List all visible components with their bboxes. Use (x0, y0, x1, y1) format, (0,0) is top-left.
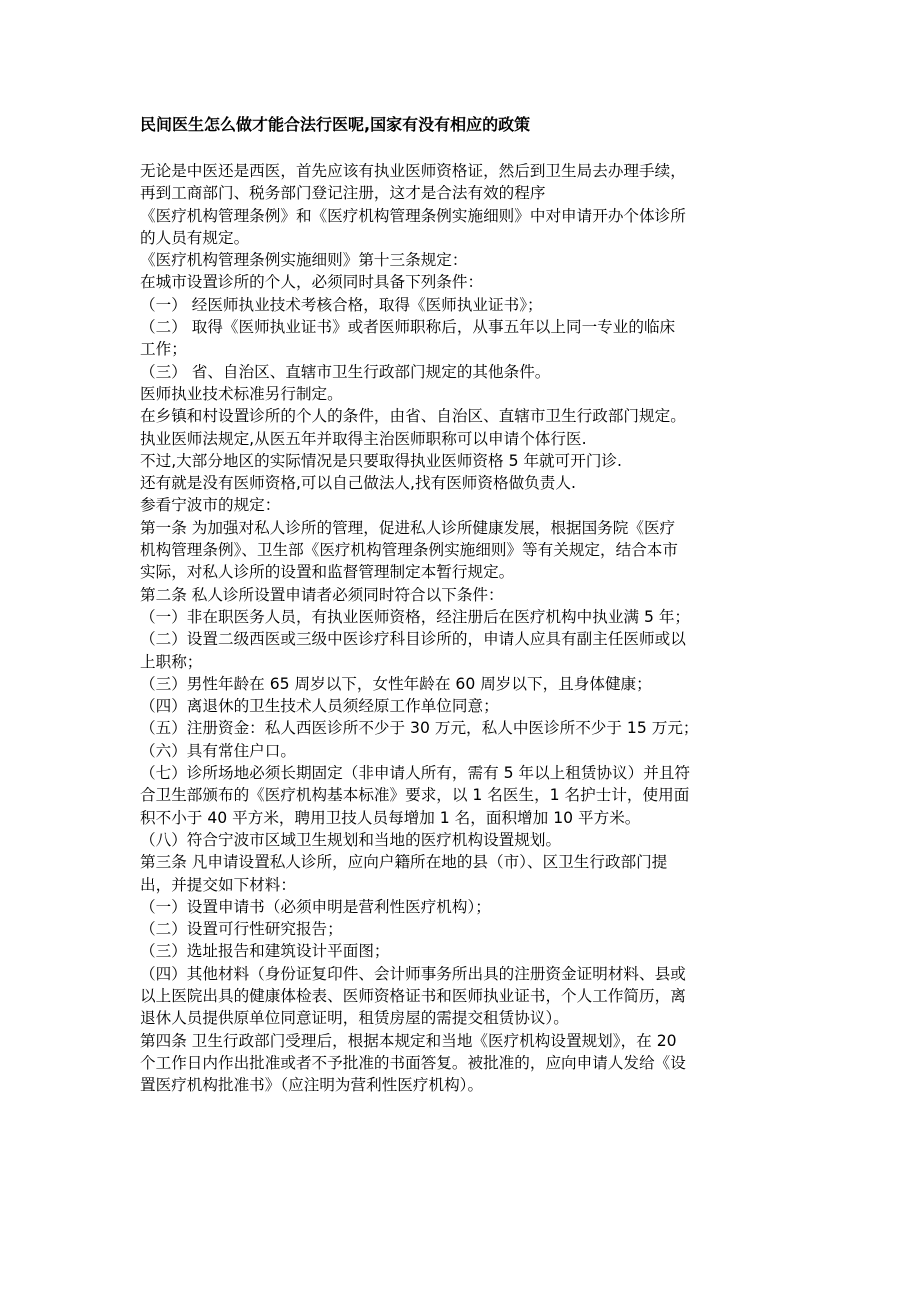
document-page (140, 113, 788, 1096)
text-line: （六）具有常住户口。 (140, 741, 296, 760)
text-line: 置医疗机构批准书》（应注明为营利性医疗机构）。 (140, 1076, 484, 1095)
text-line: 再到工商部门、税务部门登记注册，这才是合法有效的程序 (140, 184, 546, 203)
text-line: 个工作日内作出批准或者不予批准的书面答复。被批准的，应向申请人发给《设 (140, 1053, 686, 1072)
text-line: 出，并提交如下材料： (140, 875, 296, 894)
text-line: 执业医师法规定,从医五年并取得主治医师职称可以申请个体行医. (140, 429, 587, 448)
text-line: 医师执业技术标准另行制定。 (140, 384, 343, 403)
text-line: （八）符合宁波市区域卫生规划和当地的医疗机构设置规划。 (140, 830, 562, 849)
document-title: 民间医生怎么做才能合法行医呢,国家有没有相应的政策 (140, 115, 531, 134)
text-line: （一）非在职医务人员，有执业医师资格，经注册后在医疗机构中执业满 5 年； (140, 607, 691, 626)
text-line: 《医疗机构管理条例》和《医疗机构管理条例实施细则》中对申请开办个体诊所 (140, 206, 686, 225)
text-line: （三）男性年龄在 65 周岁以下，女性年龄在 60 周岁以下，且身体健康； (140, 674, 652, 693)
text-line: 机构管理条例》、卫生部《医疗机构管理条例实施细则》等有关规定，结合本市 (140, 541, 678, 560)
text-line: （二）设置可行性研究报告； (140, 920, 343, 939)
text-line: 第四条 卫生行政部门受理后，根据本规定和当地《医疗机构设置规划》，在 20 (140, 1031, 677, 1050)
text-line: 工作； (140, 340, 187, 359)
text-line: 参看宁波市的规定： (140, 496, 281, 515)
text-line: 在乡镇和村设置诊所的个人的条件，由省、自治区、直辖市卫生行政部门规定。 (140, 407, 686, 426)
text-line: 合卫生部颁布的《医疗机构基本标准》要求，以 1 名医生，1 名护士计，使用面 (140, 786, 690, 805)
text-line: （四）其他材料（身份证复印件、会计师事务所出具的注册资金证明材料、县或 (140, 964, 686, 983)
document-body (140, 160, 788, 1096)
text-line: （七）诊所场地必须长期固定（非申请人所有，需有 5 年以上租赁协议）并且符 (140, 764, 691, 783)
text-line: 在城市设置诊所的个人，必须同时具备下列条件： (140, 273, 484, 292)
text-line: （一）设置申请书（必须申明是营利性医疗机构）； (140, 897, 491, 916)
text-line: 以上医院出具的健康体检表、医师资格证书和医师执业证书，个人工作简历，离 (140, 986, 686, 1005)
text-line: （二） 取得《医师执业证书》或者医师职称后，从事五年以上同一专业的临床 (140, 318, 676, 337)
text-line: 上职称； (140, 652, 203, 671)
text-line: 实际，对私人诊所的设置和监督管理制定本暂行规定。 (140, 563, 515, 582)
text-line: 的人员有规定。 (140, 228, 250, 247)
text-line: 退休人员提供原单位同意证明，租赁房屋的需提交租赁协议）。 (140, 1009, 569, 1028)
text-line: （四）离退休的卫生技术人员须经原工作单位同意； (140, 697, 499, 716)
text-line: 不过,大部分地区的实际情况是只要取得执业医师资格 5 年就可开门诊. (140, 451, 622, 470)
text-line: 第三条 凡申请设置私人诊所，应向户籍所在地的县（市）、区卫生行政部门提 (140, 853, 668, 872)
text-line: 积不小于 40 平方米，聘用卫技人员每增加 1 名，面积增加 10 平方米。 (140, 808, 641, 827)
text-line: 无论是中医还是西医，首先应该有执业医师资格证，然后到卫生局去办理手续， (140, 162, 686, 180)
text-line: （三） 省、自治区、直辖市卫生行政部门规定的其他条件。 (140, 362, 551, 381)
text-line: 第二条 私人诊所设置申请者必须同时符合以下条件： (140, 585, 504, 604)
text-line: （一） 经医师执业技术考核合格，取得《医师执业证书》； (140, 295, 543, 314)
text-line: （二）设置二级西医或三级中医诊疗科目诊所的，申请人应具有副主任医师或以 (140, 630, 686, 649)
text-line: 还有就是没有医师资格,可以自己做法人,找有医师资格做负责人. (140, 474, 576, 493)
text-line: （三）选址报告和建筑设计平面图； (140, 942, 390, 961)
text-line: 《医疗机构管理条例实施细则》第十三条规定： (140, 251, 468, 270)
text-line: （五）注册资金：私人西医诊所不少于 30 万元，私人中医诊所不少于 15 万元； (140, 719, 699, 738)
text-line: 第一条 为加强对私人诊所的管理，促进私人诊所健康发展，根据国务院《医疗 (140, 518, 676, 537)
